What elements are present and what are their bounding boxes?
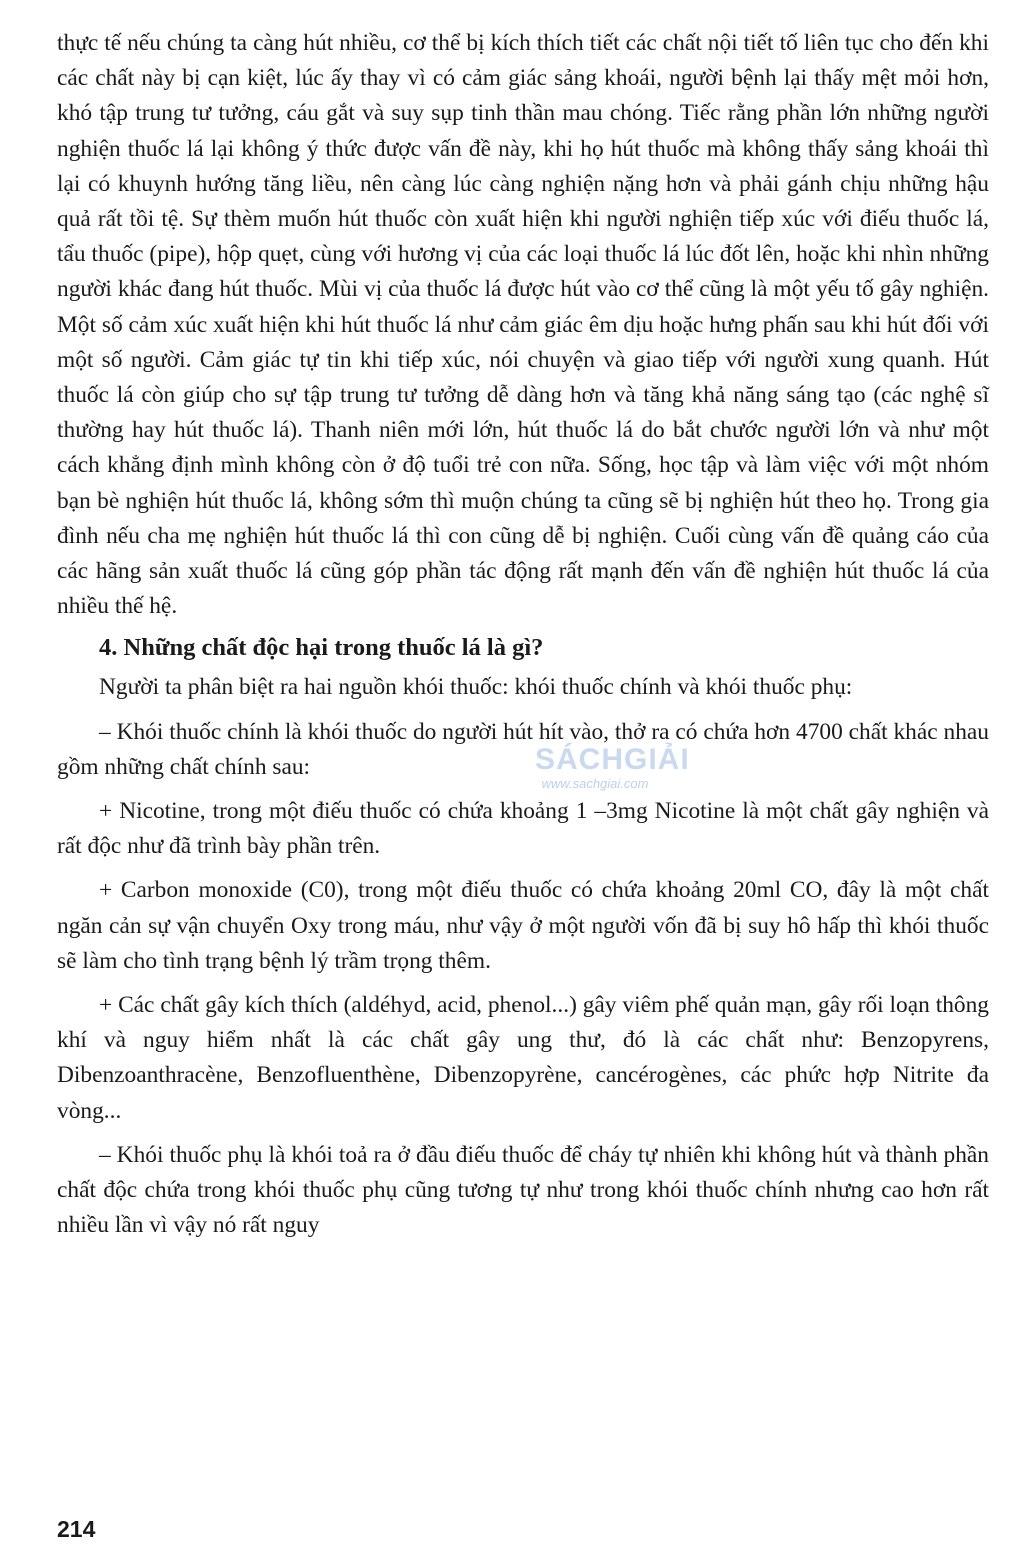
paragraph-irritants: + Các chất gây kích thích (aldéhyd, acid, phenol...) gây viêm phế quản mạn, gây rối loạn thông khí và nguy hiểm nhất là các chất gây ung thư, đó là các chất như: Benzopyrens, Dibenzoanthracène, Benzofluenthène, Dibenzopyrène, cancérogènes, các phức hợp Nitrite đa vòng...	[57, 992, 989, 1124]
section-heading: 4. Những chất độc hại trong thuốc lá là gì?	[99, 634, 544, 662]
page-number: 214	[57, 1516, 96, 1542]
page-content	[57, 26, 989, 1244]
watermark-url: www.sachgiai.com	[541, 776, 649, 791]
paragraph-continued: thực tế nếu chúng ta càng hút nhiều, cơ thể bị kích thích tiết các chất nội tiết tố liên tục cho đến khi các chất này bị cạn kiệt, lúc ấy thay vì có cảm giác sảng khoái, người bệnh lại thấy mệt mỏi hơn, khó tập trung tư tưởng, cáu gắt và suy sụp tinh thần mau chóng. Tiếc rằng phần lớn những người nghiện thuốc lá lại không ý thức được vấn đề này, khi họ hút thuốc mà không thấy sảng khoái thì lại có khuynh hướng tăng liều, nên càng lúc càng nghiện nặng hơn và phải gánh chịu những hậu quả rất tồi tệ. Sự thèm muốn hút thuốc còn xuất hiện khi người nghiện tiếp xúc với điếu thuốc lá, tẩu thuốc (pipe), hộp quẹt, cùng với hương vị của các loại thuốc lá lúc đốt lên, hoặc khi nhìn những người khác đang hút thuốc. Mùi vị của thuốc lá được hút vào cơ thể cũng là một yếu tố gây nghiện. Một số cảm xúc xuất hiện khi hút thuốc lá như cảm giác êm dịu hoặc hưng phấn sau khi hút đối với một số người. Cảm giác tự tin khi tiếp xúc, nói chuyện và giao tiếp với người xung quanh. Hút thuốc lá còn giúp cho sự tập trung tư tưởng dễ dàng hơn và tăng khả năng sáng tạo (các nghệ sĩ thường hay hút thuốc lá). Thanh niên mới lớn, hút thuốc lá do bắt chước người lớn và như một cách khẳng định mình không còn ở độ tuổi trẻ con nữa. Sống, học tập và làm việc với một nhóm bạn bè nghiện hút thuốc lá, không sớm thì muộn chúng ta cũng sẽ bị nghiện hút theo họ. Trong gia đình nếu cha mẹ nghiện hút thuốc lá thì con cũng dễ bị nghiện. Cuối cùng vấn đề quảng cáo của các hãng sản xuất thuốc lá cũng góp phần tác động rất mạnh đến vấn đề nghiện hút thuốc lá của nhiều thế hệ.	[57, 30, 989, 620]
paragraph-main-smoke: – Khói thuốc chính là khói thuốc do người hút hít vào, thở ra có chứa hơn 4700 chất khác nhau gồm những chất chính sau:	[57, 718, 989, 780]
paragraph-intro: Người ta phân biệt ra hai nguồn khói thuốc: khói thuốc chính và khói thuốc phụ:	[99, 674, 853, 701]
paragraph-nicotine: + Nicotine, trong một điếu thuốc có chứa khoảng 1 –3mg Nicotine là một chất gây nghiện và rất độc như đã trình bày phần trên.	[57, 798, 989, 860]
watermark-logo-text: SÁCHGIẢI	[535, 743, 690, 776]
paragraph-carbon-monoxide: + Carbon monoxide (C0), trong một điếu thuốc có chứa khoảng 20ml CO, đây là một chất ngăn cản sự vận chuyển Oxy trong máu, như vậy ở một người vốn đã bị suy hô hấp thì khói thuốc sẽ làm cho tình trạng bệnh lý trầm trọng thêm.	[57, 877, 989, 974]
paragraph-side-smoke: – Khói thuốc phụ là khói toả ra ở đầu điếu thuốc để cháy tự nhiên khi không hút và thành phần chất độc chứa trong khói thuốc phụ cũng tương tự như trong khói thuốc chính nhưng cao hơn rất nhiều lần vì vậy nó rất nguy	[57, 1141, 989, 1239]
